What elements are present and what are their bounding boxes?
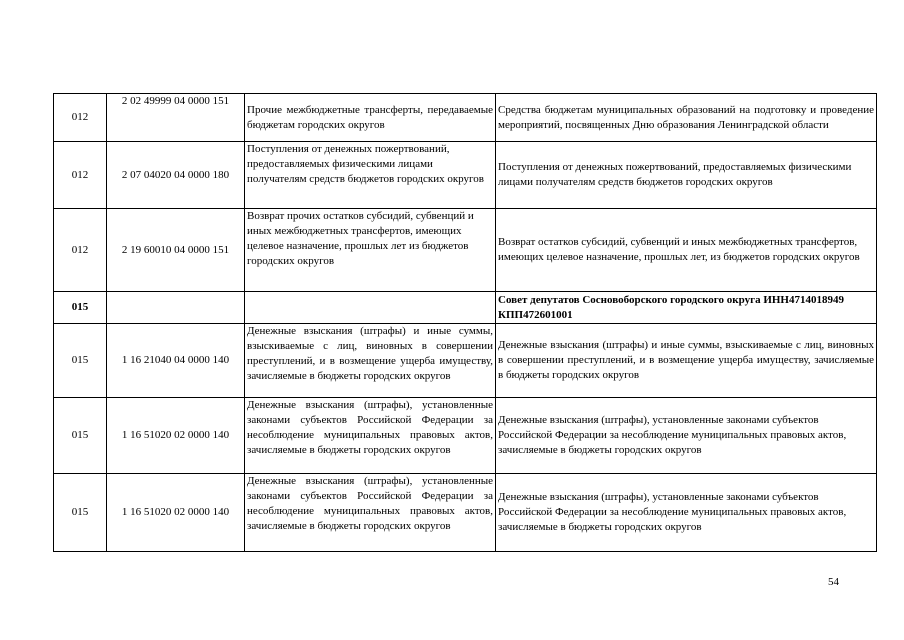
- income-description-cell: Поступления от денежных пожертвований, предоставляемых физическими лицами получателям средств бюджетов городских округов: [496, 142, 877, 209]
- income-description-cell: Денежные взыскания (штрафы) и иные суммы, взыскиваемые с лиц, виновных в совершении преступлений, и в возмещение ущерба имуществу, зачисляемые в бюджеты городских округов: [496, 324, 877, 398]
- table-row: [54, 398, 877, 474]
- table-row: [54, 142, 877, 209]
- income-name-cell: Поступления от денежных пожертвований, предоставляемых физическими лицами получателям средств бюджетов городских округов: [245, 142, 496, 209]
- income-description-cell: Денежные взыскания (штрафы), установленные законами субъектов Российской Федерации за несоблюдение муниципальных правовых актов, зачисляемые в бюджеты городских округов: [496, 398, 877, 474]
- income-name-cell: Денежные взыскания (штрафы), установленные законами субъектов Российской Федерации за несоблюдение муниципальных правовых актов, зачисляемые в бюджеты городских округов: [245, 398, 496, 474]
- admin-code-cell: 012: [54, 209, 107, 292]
- admin-code-cell: 012: [54, 142, 107, 209]
- table-row: [54, 94, 877, 142]
- income-name-cell: Прочие межбюджетные трансферты, передаваемые бюджетам городских округов: [245, 94, 496, 142]
- budget-code-cell: 2 07 04020 04 0000 180: [107, 142, 245, 209]
- admin-code-cell: 015: [54, 324, 107, 398]
- budget-classification-table: [53, 93, 877, 552]
- budget-code-cell: 2 02 49999 04 0000 151: [107, 94, 245, 142]
- income-name-cell: [245, 292, 496, 324]
- budget-code-cell: 1 16 51020 02 0000 140: [107, 474, 245, 552]
- income-description-cell: Средства бюджетам муниципальных образований на подготовку и проведение мероприятий, посвященных Дню образования Ленинградской области: [496, 94, 877, 142]
- table-row: [54, 474, 877, 552]
- administrator-name-cell: Совет депутатов Сосновоборского городского округа ИНН4714018949 КПП472601001: [496, 292, 877, 324]
- income-description-cell: Денежные взыскания (штрафы), установленные законами субъектов Российской Федерации за несоблюдение муниципальных правовых актов, зачисляемые в бюджеты городских округов: [496, 474, 877, 552]
- budget-code-cell: 1 16 21040 04 0000 140: [107, 324, 245, 398]
- admin-code-cell: 012: [54, 94, 107, 142]
- page-number: 54: [828, 576, 839, 588]
- income-description-cell: Возврат остатков субсидий, субвенций и иных межбюджетных трансфертов, имеющих целевое назначение, прошлых лет, из бюджетов городских округов: [496, 209, 877, 292]
- admin-code-cell: 015: [54, 474, 107, 552]
- budget-code-cell: 2 19 60010 04 0000 151: [107, 209, 245, 292]
- table-row-section-header: [54, 292, 877, 324]
- table-row: [54, 209, 877, 292]
- income-name-cell: Денежные взыскания (штрафы) и иные суммы, взыскиваемые с лиц, виновных в совершении преступлений, и в возмещение ущерба имуществу, зачисляемые в бюджеты городских округов: [245, 324, 496, 398]
- admin-code-cell: 015: [54, 292, 107, 324]
- budget-code-cell: 1 16 51020 02 0000 140: [107, 398, 245, 474]
- table-row: [54, 324, 877, 398]
- income-name-cell: Возврат прочих остатков субсидий, субвенций и иных межбюджетных трансфертов, имеющих целевое назначение, прошлых лет из бюджетов городских округов: [245, 209, 496, 292]
- admin-code-cell: 015: [54, 398, 107, 474]
- budget-code-cell: [107, 292, 245, 324]
- income-name-cell: Денежные взыскания (штрафы), установленные законами субъектов Российской Федерации за несоблюдение муниципальных правовых актов, зачисляемые в бюджеты городских округов: [245, 474, 496, 552]
